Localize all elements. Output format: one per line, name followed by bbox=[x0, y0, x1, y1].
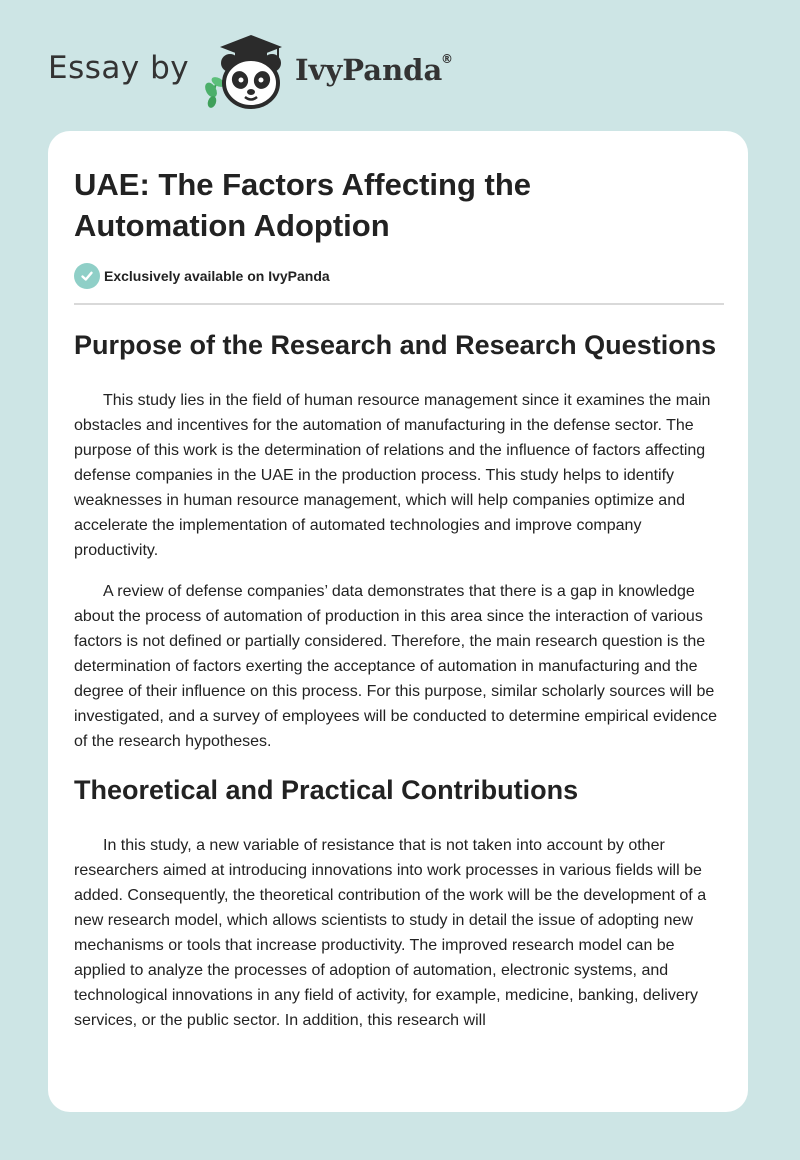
site-header bbox=[48, 30, 508, 110]
divider bbox=[74, 303, 724, 305]
paragraph: This study lies in the field of human resource management since it examines the main obstacles and incentives for the automation of manufacturing in the defense sector. The purpose of this work is the determination of relations and the influence of factors affecting defense companies in the UAE in the production process. This study helps to identify weaknesses in human resource management, which will help companies optimize and accelerate the implementation of automated technologies and improve company productivity. bbox=[74, 392, 711, 559]
brand-name: IvyPanda bbox=[295, 53, 443, 87]
paragraph: A review of defense companies’ data demonstrates that there is a gap in knowledge about the process of automation of production in this area since the interaction of various factors is not defined or partially considered. Therefore, the main research question is the determination of factors exerting the acceptance of automation in manufacturing and the degree of their influence on this process. For this purpose, similar scholarly sources will be investigated, and a survey of employees will be conducted to determine empirical evidence of the research hypotheses. bbox=[74, 583, 718, 750]
paragraph: In this study, a new variable of resistance that is not taken into account by other researchers aimed at introducing innovations into work processes in various fields will be added. Consequently, the theoretical contribution of the work will be the development of a new research model, which allows scientists to study in detail the issue of adopting new mechanisms or tools that increase productivity. The improved research model can be applied to analyze the processes of adoption of automation, electronic systems, and technological innovations in any field of activity, for example, medicine, banking, delivery services, or the public sector. In addition, this research will bbox=[74, 837, 707, 1029]
section-heading: Purpose of the Research and Research Questions bbox=[74, 330, 717, 360]
panda-graduate-icon bbox=[200, 30, 292, 112]
essay-card bbox=[48, 131, 748, 1112]
check-icon bbox=[74, 263, 100, 289]
registered-mark: ® bbox=[441, 52, 453, 66]
exclusive-badge bbox=[74, 262, 330, 290]
essay-title: UAE: The Factors Affecting the Automation Adoption bbox=[74, 167, 531, 243]
exclusive-label: Exclusively available on IvyPanda bbox=[104, 268, 330, 284]
section-heading: Theoretical and Practical Contributions bbox=[74, 775, 579, 805]
brand-prefix: Essay by bbox=[48, 50, 190, 86]
essay-body bbox=[74, 323, 724, 1033]
